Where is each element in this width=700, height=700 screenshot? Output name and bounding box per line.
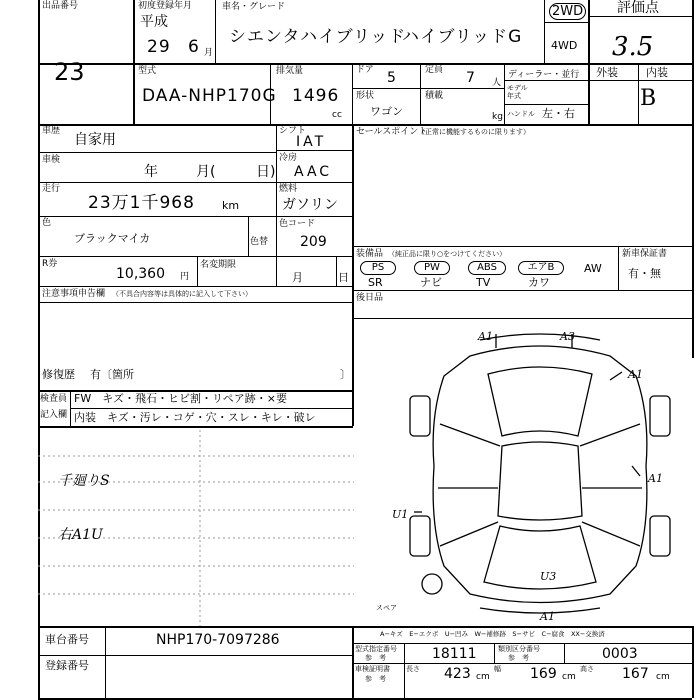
model-name-label: 車名・グレード <box>222 2 286 12</box>
type-designation-label2: 参 考 <box>365 654 386 662</box>
name-change-label: 名変期限 <box>200 260 237 270</box>
sales-points-note: （正常に機能するものに限ります） <box>418 128 530 136</box>
model-code: DAA-NHP170G <box>142 86 277 106</box>
damage-mark-front-right: A3 <box>560 330 575 343</box>
shift-value: IAT <box>296 134 327 150</box>
chassis-label: 車台番号 <box>45 633 89 646</box>
score-label: 評価点 <box>617 0 659 16</box>
repair-close: 〕 <box>340 368 351 381</box>
mileage-value: 23万1千968 <box>88 193 195 213</box>
equip-navi: ナビ <box>420 276 442 289</box>
displacement-unit: cc <box>332 110 342 120</box>
model-name: シエンタハイブリッド <box>229 27 407 47</box>
length-unit: cm <box>476 672 490 682</box>
length-label: 長さ <box>406 665 420 673</box>
model-year-label1: モデル <box>507 84 528 92</box>
equip-airbag: エアB <box>518 261 564 275</box>
warranty-value: 有・無 <box>628 267 661 280</box>
model-grade: ハイブリッドG <box>402 27 523 47</box>
dims-label1: 車検証明書 <box>355 665 390 673</box>
category-value: 0003 <box>602 646 638 662</box>
repair-label: 修復歴 <box>42 368 75 381</box>
equip-abs: ABS <box>468 261 506 275</box>
registration-label: 登録番号 <box>45 659 89 672</box>
recycle-value: 10,360 <box>116 266 165 282</box>
notes-note: （不具合内容等は具体的に記入して下さい） <box>112 290 252 298</box>
handwritten-note-2: 右A1U <box>58 527 103 543</box>
fuel-label: 燃料 <box>279 184 298 194</box>
category-label2: 参 考 <box>508 654 529 662</box>
handwritten-note-1: 千廻りS <box>58 473 110 489</box>
sales-points-label: セールスポイント <box>356 127 428 137</box>
inspection-year: 年 <box>144 164 158 180</box>
name-change-month: 月 <box>292 271 303 284</box>
height-value: 167 <box>622 666 649 682</box>
dims-label2: 参 考 <box>365 675 386 683</box>
fuel-value: ガソリン <box>282 197 338 213</box>
spare-label: スペア <box>376 604 397 612</box>
first-reg-label: 初度登録年月 <box>138 1 193 11</box>
damage-mark-left-side: U1 <box>392 508 409 521</box>
first-reg-year: 29 <box>147 37 171 57</box>
width-label: 幅 <box>494 665 501 673</box>
mileage-label: 走行 <box>42 184 61 194</box>
displacement-label: 排気量 <box>276 66 304 76</box>
drive-4wd: 4WD <box>551 39 578 52</box>
first-reg-month-unit: 月 <box>204 48 214 58</box>
equip-tv: TV <box>476 276 491 289</box>
notes-label: 注意事項申告欄 <box>42 289 106 299</box>
damage-mark-rear: U3 <box>540 570 557 583</box>
damage-legend: A−キズ E−エクボ U−凹み W−補修跡 S−サビ C−腐食 XX−交換済 <box>380 630 605 638</box>
model-year-label2: 年式 <box>507 92 521 100</box>
damage-mark-front-left: A1 <box>478 330 493 343</box>
width-unit: cm <box>562 672 576 682</box>
chassis-value: NHP170-7097286 <box>156 632 280 648</box>
inspector-row2: 内装 キズ・汚レ・コゲ・穴・スレ・キレ・破レ <box>74 411 316 424</box>
payload-unit: kg <box>492 112 503 122</box>
equip-sr: SR <box>368 276 383 289</box>
damage-mark-rear-bumper: A1 <box>540 610 555 623</box>
history-label: 車歴 <box>42 126 61 136</box>
rear-seat-label: 後日品 <box>356 293 384 303</box>
handle-label: ハンドル <box>507 110 535 118</box>
aircon-value: AAC <box>294 164 333 180</box>
recycle-unit: 円 <box>180 272 190 282</box>
color-value: ブラックマイカ <box>74 232 151 245</box>
first-reg-month: 6 <box>188 37 200 57</box>
recycle-label: R券 <box>42 259 58 269</box>
length-value: 423 <box>444 666 471 682</box>
equipment-note: （純正品に限り○をつけてください） <box>388 250 507 258</box>
inspector-row1: FW キズ・飛石・ヒビ割・リペア跡・×要 <box>74 392 287 405</box>
inspection-label: 車検 <box>42 155 61 165</box>
height-unit: cm <box>656 672 670 682</box>
interior-score: B <box>640 86 657 111</box>
exterior-label: 外装 <box>596 66 618 79</box>
color-change-label: 色替 <box>250 237 269 247</box>
model-code-label: 型式 <box>138 66 157 76</box>
warranty-label: 新車保証書 <box>622 249 668 259</box>
name-change-day: 日 <box>338 271 349 284</box>
color-code-value: 209 <box>300 234 327 250</box>
damage-mark-right-side: A1 <box>648 472 663 485</box>
width-value: 169 <box>530 666 557 682</box>
shape-label: 形状 <box>356 91 375 101</box>
inspection-month: 月( <box>196 164 216 180</box>
equip-aw: AW <box>584 262 602 275</box>
history-value: 自家用 <box>74 132 116 148</box>
displacement-value: 1496 <box>292 86 340 106</box>
payload-label: 積載 <box>425 91 444 101</box>
dealer-label: ディーラー・並行 <box>508 70 580 80</box>
damage-mark-right-front: A1 <box>628 368 643 381</box>
equip-pw: PW <box>414 261 450 275</box>
capacity-value: 7 <box>466 70 475 86</box>
capacity-label: 定員 <box>425 65 444 75</box>
equip-ps: PS <box>360 261 396 275</box>
equipment-label: 装備品 <box>356 249 384 259</box>
doors-label: ドア <box>356 65 374 75</box>
equip-leather: カワ <box>528 276 550 289</box>
score-value: 3.5 <box>612 32 654 62</box>
color-code-label: 色コード <box>279 219 316 229</box>
lot-label: 出品番号 <box>42 1 79 11</box>
interior-label: 内装 <box>646 66 668 79</box>
color-label: 色 <box>42 218 52 228</box>
type-designation-value: 18111 <box>432 646 477 662</box>
repair-value: 有〔箇所 <box>90 368 134 381</box>
lot-number: 23 <box>54 58 85 86</box>
mileage-unit: km <box>222 199 240 212</box>
doors-value: 5 <box>387 70 396 86</box>
inspection-day: 日) <box>256 164 276 180</box>
inspector-label1: 検査員 <box>40 394 68 404</box>
category-label1: 類別区分番号 <box>498 645 540 653</box>
inspector-label2: 記入欄 <box>40 410 68 420</box>
aircon-label: 冷房 <box>279 153 298 163</box>
drive-2wd-circled: 2WD <box>549 3 586 20</box>
shape-value: ワゴン <box>370 105 403 118</box>
shift-label: シフト <box>279 126 307 136</box>
capacity-unit: 人 <box>492 78 502 88</box>
first-reg-era: 平成 <box>140 14 168 30</box>
type-designation-label1: 型式指定番号 <box>355 645 397 653</box>
height-label: 高さ <box>580 665 594 673</box>
handle-value: 左・右 <box>542 107 575 120</box>
